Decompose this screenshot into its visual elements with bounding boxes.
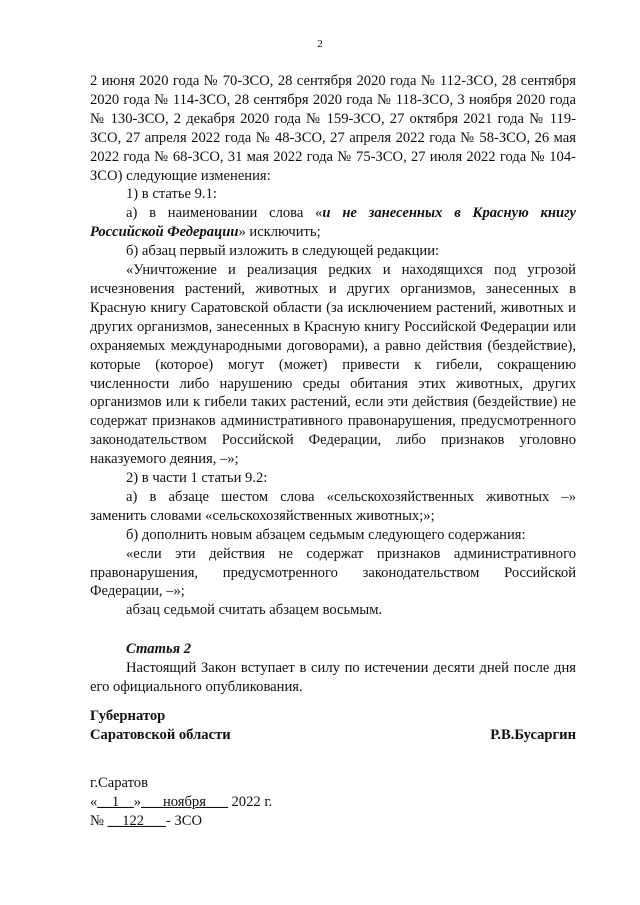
date-open-quote: « bbox=[90, 794, 98, 810]
page-number: 2 bbox=[317, 38, 323, 50]
city: г.Саратов bbox=[90, 775, 148, 791]
item-1a-emphasis: и не занесенных в Красную книгу Российской Федерации bbox=[90, 205, 577, 241]
law-number: __122___ bbox=[107, 813, 166, 829]
article-2-title: Статья 2 bbox=[126, 641, 192, 658]
law-text-body bbox=[90, 72, 576, 697]
signer-title-line-1: Губернатор bbox=[90, 708, 166, 724]
date-day: __1__ bbox=[97, 794, 134, 810]
number-prefix: № bbox=[90, 813, 104, 829]
item-1a-before: а) в наименовании слова « bbox=[126, 205, 323, 222]
number-suffix: - ЗСО bbox=[165, 813, 203, 829]
intro-paragraph: 2 июня 2020 года № 70-ЗСО, 28 сентября 2020 года № 112-ЗСО, 28 сентября 2020 года № 114-ЗСО, 28 сентября 2020 года № 118-ЗСО, 3 ноября 2020 года № 130-ЗСО, 2 декабря 2020 года № 159-ЗСО, 27 октября 2021 года № 119-ЗСО, 27 апреля 2022 года № 48-ЗСО, 27 апреля 2022 года № 58-ЗСО, 26 мая 2022 года № 68-ЗСО, 31 мая 2022 года № 75-ЗСО, 27 июля 2022 года № 104-ЗСО) следующие изменения: bbox=[90, 73, 576, 184]
item-2c: абзац седьмой считать абзацем восьмым. bbox=[126, 602, 383, 619]
date-close-quote: » bbox=[133, 794, 142, 810]
item-1: 1) в статье 9.1: bbox=[126, 186, 217, 203]
document-footer bbox=[90, 774, 272, 831]
item-1a-after: » исключить; bbox=[238, 224, 321, 241]
item-2: 2) в части 1 статьи 9.2: bbox=[126, 470, 268, 487]
date-year: 2022 г. bbox=[231, 794, 273, 810]
quote-2: «если эти действия не содержат признаков административного правонарушения, предусмотренного законодательством Российской Федерации, –»; bbox=[90, 545, 576, 600]
signer-title-line-2: Саратовской области bbox=[90, 727, 231, 743]
item-1b: б) абзац первый изложить в следующей редакции: bbox=[126, 243, 440, 260]
date-line bbox=[90, 793, 272, 812]
signature-block bbox=[90, 707, 576, 745]
signer-name: Р.В.Бусаргин bbox=[490, 727, 576, 743]
item-1a bbox=[90, 204, 576, 242]
item-2b: б) дополнить новым абзацем седьмым следующего содержания: bbox=[126, 526, 526, 543]
number-line bbox=[90, 812, 272, 831]
date-month: ___ноября___ bbox=[141, 794, 228, 810]
item-2a: а) в абзаце шестом слова «сельскохозяйственных животных –» заменить словами «сельскохозяйственных животных;»; bbox=[90, 488, 576, 524]
article-2-text: Настоящий Закон вступает в силу по истечении десяти дней после дня его официального опубликования. bbox=[90, 660, 576, 696]
quote-1: «Уничтожение и реализация редких и находящихся под угрозой исчезновения растений, животных и других организмов, занесенных в Красную книгу Саратовской области (за исключением растений, животных и других организмов, занесенных в Красную книгу Российской Федерации или охраняемых международными договорами), а равно действия (бездействие), которые (которое) могут (может) привести к гибели, сокращению численности либо нарушению среды обитания этих животных, других организмов или к гибели таких растений, если эти действия (бездействие) не содержат признаков административного правонарушения, предусмотренного законодательством Российской Федерации, либо признаков уголовно наказуемого деяния, –»; bbox=[90, 262, 576, 468]
